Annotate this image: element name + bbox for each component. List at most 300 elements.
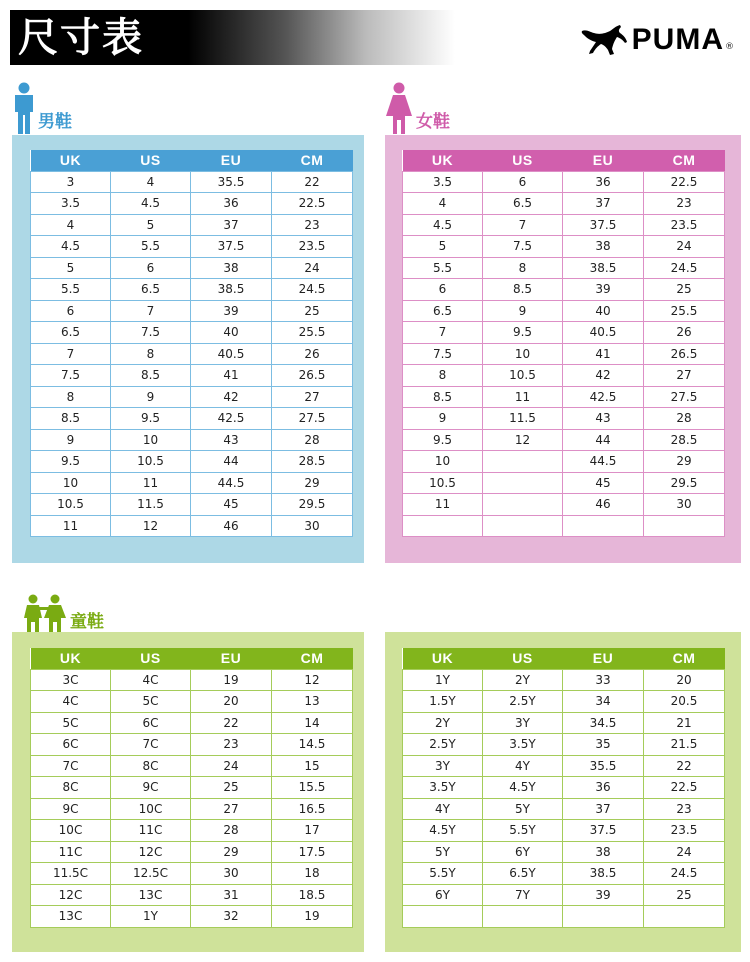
size-cell-eu: 38.5	[563, 863, 644, 885]
table-row	[403, 734, 725, 756]
size-cell-uk: 3.5	[31, 193, 111, 215]
size-cell-uk: 4	[403, 193, 483, 215]
size-cell-us: 7	[111, 300, 191, 322]
size-cell-uk: 8	[31, 386, 111, 408]
size-cell-cm: 20	[644, 669, 725, 691]
size-cell-cm: 22.5	[644, 171, 725, 193]
size-cell-uk: 7C	[31, 755, 111, 777]
puma-cat-icon	[580, 23, 628, 57]
size-cell-us: 10C	[111, 798, 191, 820]
size-cell-uk: 8C	[31, 777, 111, 799]
size-cell-cm: 28.5	[272, 451, 353, 473]
size-cell-cm: 14.5	[272, 734, 353, 756]
table-row	[403, 429, 725, 451]
table-header-row	[31, 648, 353, 669]
size-cell-eu: 34.5	[563, 712, 644, 734]
brand-logo	[580, 20, 734, 60]
size-cell-uk: 12C	[31, 884, 111, 906]
table-row	[403, 472, 725, 494]
size-cell-uk: 4Y	[403, 798, 483, 820]
page-title: 尺寸表	[18, 15, 144, 61]
size-cell-uk: 7.5	[31, 365, 111, 387]
table-row	[403, 820, 725, 842]
size-cell-cm: 25.5	[644, 300, 725, 322]
size-cell-uk: 11C	[31, 841, 111, 863]
size-cell-eu: 41	[563, 343, 644, 365]
size-cell-cm: 16.5	[272, 798, 353, 820]
size-cell-us: 2.5Y	[483, 691, 563, 713]
column-header-eu: EU	[563, 150, 644, 171]
table-row	[31, 193, 353, 215]
table-row	[31, 755, 353, 777]
size-cell-eu: 42	[191, 386, 272, 408]
size-cell-us: 5Y	[483, 798, 563, 820]
size-cell-eu: 44.5	[191, 472, 272, 494]
size-cell-cm: 14	[272, 712, 353, 734]
column-header-us: US	[483, 150, 563, 171]
size-cell-cm: 22.5	[644, 777, 725, 799]
size-cell-cm: 29.5	[644, 472, 725, 494]
size-cell-eu: 28	[191, 820, 272, 842]
size-cell-eu: 35	[563, 734, 644, 756]
size-cell-uk: 9C	[31, 798, 111, 820]
size-cell-uk: 6	[31, 300, 111, 322]
size-cell-us	[483, 906, 563, 928]
size-cell-cm: 25	[644, 279, 725, 301]
size-cell-uk: 4.5	[403, 214, 483, 236]
size-cell-cm: 15	[272, 755, 353, 777]
size-cell-us: 4	[111, 171, 191, 193]
size-cell-cm: 24	[644, 841, 725, 863]
size-cell-uk: 5	[31, 257, 111, 279]
table-row	[403, 214, 725, 236]
size-cell-us: 6	[111, 257, 191, 279]
size-cell-us: 4.5	[111, 193, 191, 215]
women-label-text: 女鞋	[416, 112, 450, 132]
size-cell-us: 7.5	[483, 236, 563, 258]
size-cell-uk: 2.5Y	[403, 734, 483, 756]
column-header-cm: CM	[272, 150, 353, 171]
table-row	[403, 300, 725, 322]
size-cell-eu: 34	[563, 691, 644, 713]
size-cell-cm: 18.5	[272, 884, 353, 906]
table-row	[403, 494, 725, 516]
size-cell-us: 11	[111, 472, 191, 494]
men-size-panel	[12, 135, 364, 563]
table-row	[403, 408, 725, 430]
size-cell-cm: 25.5	[272, 322, 353, 344]
table-row	[31, 214, 353, 236]
size-cell-eu: 36	[563, 777, 644, 799]
column-header-cm: CM	[272, 648, 353, 669]
size-cell-eu: 39	[191, 300, 272, 322]
size-cell-eu: 22	[191, 712, 272, 734]
table-row	[31, 863, 353, 885]
size-cell-eu: 41	[191, 365, 272, 387]
table-row	[403, 691, 725, 713]
size-cell-uk: 10.5	[31, 494, 111, 516]
size-cell-us: 9C	[111, 777, 191, 799]
brand-name: PUMA	[631, 23, 724, 56]
column-header-cm: CM	[644, 150, 725, 171]
table-row	[31, 257, 353, 279]
size-cell-uk: 3	[31, 171, 111, 193]
size-cell-us: 10.5	[483, 365, 563, 387]
size-cell-us: 12.5C	[111, 863, 191, 885]
size-cell-us: 8	[111, 343, 191, 365]
size-cell-uk: 7.5	[403, 343, 483, 365]
size-cell-us: 5	[111, 214, 191, 236]
size-cell-cm: 23.5	[272, 236, 353, 258]
size-cell-eu: 37	[191, 214, 272, 236]
size-cell-uk	[403, 906, 483, 928]
size-cell-eu: 39	[563, 279, 644, 301]
size-cell-uk: 4.5Y	[403, 820, 483, 842]
size-cell-us: 8	[483, 257, 563, 279]
table-row	[403, 841, 725, 863]
size-cell-uk: 6Y	[403, 884, 483, 906]
size-cell-uk: 7	[31, 343, 111, 365]
size-cell-us: 6	[483, 171, 563, 193]
size-cell-uk: 9.5	[31, 451, 111, 473]
size-cell-eu: 35.5	[191, 171, 272, 193]
table-row	[403, 884, 725, 906]
size-cell-cm: 29.5	[272, 494, 353, 516]
table-header-row	[403, 150, 725, 171]
size-cell-cm: 22	[272, 171, 353, 193]
size-cell-eu: 36	[191, 193, 272, 215]
size-cell-us: 11.5	[483, 408, 563, 430]
size-cell-uk: 9.5	[403, 429, 483, 451]
size-cell-cm: 19	[272, 906, 353, 928]
size-cell-eu: 19	[191, 669, 272, 691]
kids-size-panel-2	[385, 632, 741, 952]
size-cell-cm	[644, 906, 725, 928]
size-cell-eu: 38	[563, 236, 644, 258]
column-header-eu: EU	[191, 648, 272, 669]
size-cell-cm: 15.5	[272, 777, 353, 799]
table-row	[403, 712, 725, 734]
size-cell-uk: 9	[31, 429, 111, 451]
size-cell-us: 11	[483, 386, 563, 408]
size-cell-us: 12	[483, 429, 563, 451]
size-cell-us: 9	[483, 300, 563, 322]
children-icon	[22, 594, 68, 634]
women-size-table	[402, 150, 725, 537]
size-cell-eu: 45	[191, 494, 272, 516]
table-row	[31, 906, 353, 928]
table-row	[31, 712, 353, 734]
table-row	[31, 429, 353, 451]
size-cell-eu: 40	[191, 322, 272, 344]
size-cell-eu: 23	[191, 734, 272, 756]
size-cell-eu: 40.5	[191, 343, 272, 365]
size-cell-uk: 7	[403, 322, 483, 344]
table-row	[31, 820, 353, 842]
size-cell-cm: 26.5	[644, 343, 725, 365]
size-cell-uk: 5Y	[403, 841, 483, 863]
size-cell-uk: 9	[403, 408, 483, 430]
size-cell-cm: 23.5	[644, 820, 725, 842]
size-cell-us: 3.5Y	[483, 734, 563, 756]
size-cell-cm: 29	[644, 451, 725, 473]
size-cell-uk: 2Y	[403, 712, 483, 734]
table-row	[31, 322, 353, 344]
table-row	[31, 472, 353, 494]
size-cell-uk: 4	[31, 214, 111, 236]
size-cell-us: 5.5	[111, 236, 191, 258]
brand-registered-mark: ®	[725, 42, 734, 52]
size-cell-cm: 24	[644, 236, 725, 258]
size-cell-uk: 13C	[31, 906, 111, 928]
table-row	[403, 322, 725, 344]
size-cell-us: 5.5Y	[483, 820, 563, 842]
size-cell-uk: 11.5C	[31, 863, 111, 885]
size-cell-us: 7Y	[483, 884, 563, 906]
size-cell-uk: 10	[31, 472, 111, 494]
size-cell-uk: 8	[403, 365, 483, 387]
size-cell-us: 9.5	[483, 322, 563, 344]
table-row	[31, 386, 353, 408]
size-cell-us: 7.5	[111, 322, 191, 344]
column-header-us: US	[111, 150, 191, 171]
column-header-uk: UK	[31, 648, 111, 669]
size-cell-cm: 28	[644, 408, 725, 430]
size-cell-eu: 44.5	[563, 451, 644, 473]
size-cell-eu: 37.5	[191, 236, 272, 258]
size-cell-cm: 21.5	[644, 734, 725, 756]
size-cell-uk: 4.5	[31, 236, 111, 258]
size-cell-eu: 42.5	[563, 386, 644, 408]
size-cell-uk: 6.5	[31, 322, 111, 344]
table-row	[403, 798, 725, 820]
size-cell-cm: 17.5	[272, 841, 353, 863]
size-cell-eu: 24	[191, 755, 272, 777]
size-cell-cm: 26.5	[272, 365, 353, 387]
size-cell-cm: 24	[272, 257, 353, 279]
size-cell-eu	[563, 515, 644, 537]
size-cell-cm: 20.5	[644, 691, 725, 713]
size-cell-uk: 5.5	[403, 257, 483, 279]
size-cell-us: 4.5Y	[483, 777, 563, 799]
table-row	[31, 451, 353, 473]
table-row	[31, 884, 353, 906]
size-cell-eu: 43	[191, 429, 272, 451]
table-row	[403, 279, 725, 301]
size-cell-us: 8C	[111, 755, 191, 777]
table-header-row	[31, 150, 353, 171]
size-cell-cm: 21	[644, 712, 725, 734]
size-cell-us	[483, 451, 563, 473]
size-cell-uk: 11	[403, 494, 483, 516]
size-cell-us: 11.5	[111, 494, 191, 516]
size-cell-uk: 6	[403, 279, 483, 301]
size-cell-uk: 10.5	[403, 472, 483, 494]
table-row	[31, 343, 353, 365]
size-cell-uk: 5.5	[31, 279, 111, 301]
size-cell-eu: 43	[563, 408, 644, 430]
size-cell-uk	[403, 515, 483, 537]
column-header-uk: UK	[403, 150, 483, 171]
size-cell-us: 6.5Y	[483, 863, 563, 885]
table-row	[31, 841, 353, 863]
size-cell-eu: 42	[563, 365, 644, 387]
size-cell-us: 8.5	[111, 365, 191, 387]
size-cell-uk: 5C	[31, 712, 111, 734]
size-cell-us: 9.5	[111, 408, 191, 430]
size-cell-eu: 40.5	[563, 322, 644, 344]
size-cell-us: 13C	[111, 884, 191, 906]
size-cell-us: 6C	[111, 712, 191, 734]
table-row	[31, 279, 353, 301]
column-header-us: US	[111, 648, 191, 669]
size-cell-cm: 30	[644, 494, 725, 516]
size-cell-us: 6.5	[111, 279, 191, 301]
size-cell-cm: 27	[644, 365, 725, 387]
table-row	[31, 691, 353, 713]
size-cell-cm: 29	[272, 472, 353, 494]
size-cell-eu: 40	[563, 300, 644, 322]
man-icon	[12, 82, 36, 134]
size-cell-uk: 1Y	[403, 669, 483, 691]
size-cell-cm: 22	[644, 755, 725, 777]
size-cell-eu: 32	[191, 906, 272, 928]
size-cell-eu: 46	[563, 494, 644, 516]
size-cell-eu: 38.5	[191, 279, 272, 301]
size-cell-eu: 30	[191, 863, 272, 885]
column-header-cm: CM	[644, 648, 725, 669]
size-cell-uk: 11	[31, 515, 111, 537]
table-row	[403, 451, 725, 473]
size-cell-cm: 30	[272, 515, 353, 537]
title-bar	[10, 10, 455, 65]
size-cell-uk: 5.5Y	[403, 863, 483, 885]
table-row	[403, 236, 725, 258]
table-row	[403, 515, 725, 537]
size-cell-eu: 29	[191, 841, 272, 863]
size-cell-uk: 3.5Y	[403, 777, 483, 799]
size-cell-us: 4C	[111, 669, 191, 691]
kids-section-label	[22, 594, 104, 634]
size-cell-eu: 20	[191, 691, 272, 713]
size-cell-cm: 26	[644, 322, 725, 344]
table-row	[31, 365, 353, 387]
size-cell-eu: 44	[563, 429, 644, 451]
size-cell-uk: 5	[403, 236, 483, 258]
table-row	[403, 171, 725, 193]
size-cell-us: 4Y	[483, 755, 563, 777]
table-row	[403, 755, 725, 777]
size-cell-cm: 25	[272, 300, 353, 322]
kids-size-table-1	[30, 648, 353, 928]
size-cell-us: 5C	[111, 691, 191, 713]
men-section-label	[12, 82, 72, 134]
size-cell-eu: 27	[191, 798, 272, 820]
size-cell-us	[483, 515, 563, 537]
size-cell-cm	[644, 515, 725, 537]
size-cell-cm: 12	[272, 669, 353, 691]
column-header-eu: EU	[563, 648, 644, 669]
size-cell-us: 8.5	[483, 279, 563, 301]
size-cell-us: 3Y	[483, 712, 563, 734]
size-cell-uk: 10C	[31, 820, 111, 842]
table-row	[403, 365, 725, 387]
table-row	[31, 236, 353, 258]
size-cell-cm: 24.5	[644, 257, 725, 279]
size-cell-eu: 44	[191, 451, 272, 473]
size-cell-us: 12C	[111, 841, 191, 863]
table-row	[31, 734, 353, 756]
size-cell-eu	[563, 906, 644, 928]
size-cell-uk: 3.5	[403, 171, 483, 193]
size-cell-us	[483, 472, 563, 494]
size-cell-eu: 38	[563, 841, 644, 863]
table-row	[31, 494, 353, 516]
size-cell-us: 2Y	[483, 669, 563, 691]
table-row	[403, 386, 725, 408]
size-cell-uk: 1.5Y	[403, 691, 483, 713]
size-cell-us: 9	[111, 386, 191, 408]
table-row	[31, 777, 353, 799]
table-row	[403, 906, 725, 928]
size-cell-cm: 27.5	[644, 386, 725, 408]
size-cell-cm: 28.5	[644, 429, 725, 451]
size-cell-us: 12	[111, 515, 191, 537]
size-cell-cm: 23	[644, 193, 725, 215]
size-cell-eu: 38.5	[563, 257, 644, 279]
table-row	[31, 171, 353, 193]
size-cell-uk: 6C	[31, 734, 111, 756]
size-cell-cm: 26	[272, 343, 353, 365]
size-cell-eu: 25	[191, 777, 272, 799]
size-cell-us: 11C	[111, 820, 191, 842]
size-cell-uk: 3C	[31, 669, 111, 691]
table-row	[31, 669, 353, 691]
size-cell-cm: 23	[272, 214, 353, 236]
table-row	[403, 343, 725, 365]
size-cell-cm: 18	[272, 863, 353, 885]
table-row	[403, 777, 725, 799]
size-cell-eu: 37.5	[563, 820, 644, 842]
size-cell-eu: 37	[563, 193, 644, 215]
size-cell-cm: 22.5	[272, 193, 353, 215]
size-cell-cm: 23.5	[644, 214, 725, 236]
size-cell-cm: 27	[272, 386, 353, 408]
size-cell-eu: 46	[191, 515, 272, 537]
size-cell-us	[483, 494, 563, 516]
size-cell-eu: 39	[563, 884, 644, 906]
size-cell-cm: 24.5	[272, 279, 353, 301]
size-cell-eu: 38	[191, 257, 272, 279]
men-size-table	[30, 150, 353, 537]
table-row	[31, 515, 353, 537]
size-cell-us: 10	[111, 429, 191, 451]
women-size-panel	[385, 135, 741, 563]
size-cell-cm: 25	[644, 884, 725, 906]
column-header-uk: UK	[31, 150, 111, 171]
column-header-us: US	[483, 648, 563, 669]
size-cell-eu: 31	[191, 884, 272, 906]
table-row	[31, 300, 353, 322]
size-cell-us: 10.5	[111, 451, 191, 473]
size-cell-us: 6Y	[483, 841, 563, 863]
women-section-label	[384, 82, 450, 134]
size-cell-uk: 6.5	[403, 300, 483, 322]
size-cell-us: 10	[483, 343, 563, 365]
size-cell-cm: 13	[272, 691, 353, 713]
size-cell-cm: 28	[272, 429, 353, 451]
size-cell-uk: 8.5	[403, 386, 483, 408]
